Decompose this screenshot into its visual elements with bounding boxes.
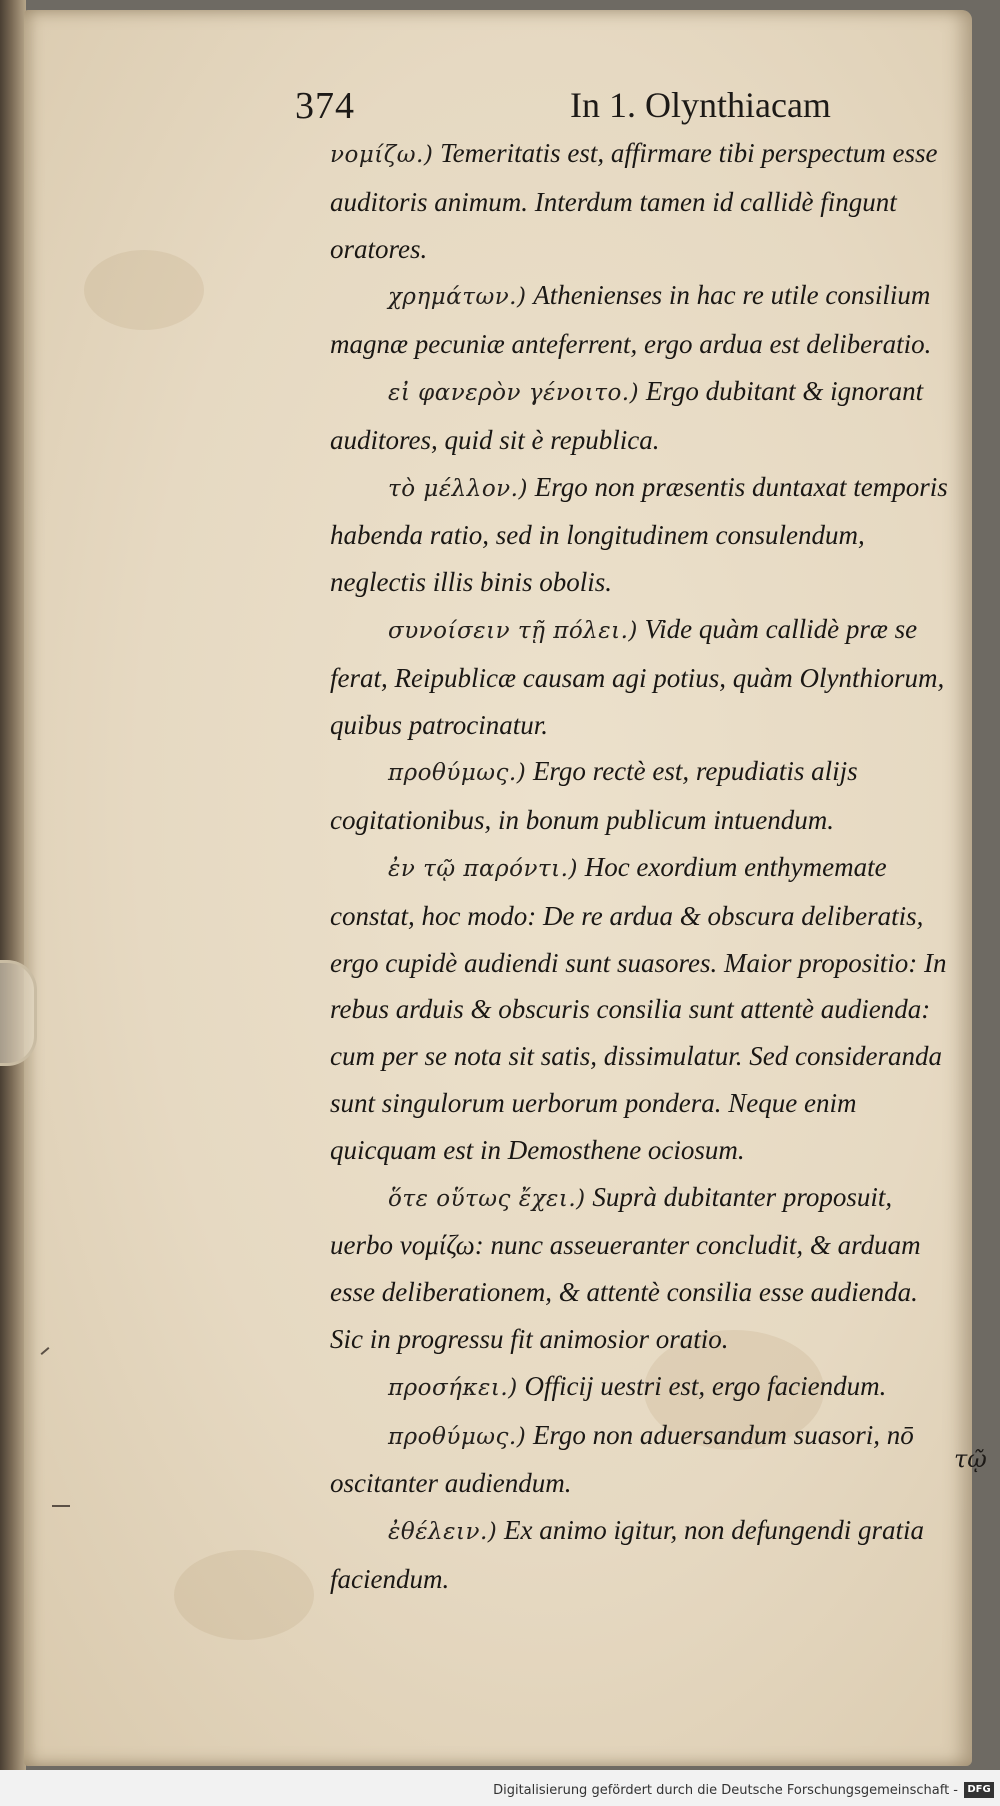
commentary-entry bbox=[330, 1507, 950, 1603]
commentary-entry bbox=[330, 748, 950, 844]
greek-lemma: ὅτε οὕτως ἔχει.) bbox=[388, 1185, 586, 1212]
dfg-logo: DFG bbox=[964, 1782, 994, 1798]
commentary-entry bbox=[330, 844, 950, 1174]
ink-mark bbox=[52, 1505, 70, 1507]
digitization-credit: Digitalisierung gefördert durch die Deutsche Forschungsgemeinschaft - bbox=[493, 1783, 958, 1798]
entry-text: Ergo non aduersandum suasori, nō oscitanter audiendum. bbox=[330, 1419, 914, 1499]
commentary-entry bbox=[330, 464, 950, 606]
commentary-entry bbox=[330, 1174, 950, 1363]
entry-text: Ex animo igitur, non defungendi gratia faciendum. bbox=[330, 1515, 924, 1594]
entry-text: Temeritatis est, affirmare tibi perspectum esse auditoris animum. Interdum tamen id callidè fingunt oratores. bbox=[330, 138, 938, 264]
footer-bar bbox=[0, 1770, 1000, 1806]
entry-text: Suprà dubitanter proposuit, uerbo νομίζω: nunc asseueranter concludit, & arduam esse deliberationem, & attentè consilia esse audienda. Sic in progressu fit animosior oratio. bbox=[330, 1181, 921, 1354]
greek-lemma: ἐν τῷ παρόντι.) bbox=[388, 855, 578, 882]
entry-text: Officij uestri est, ergo faciendum. bbox=[517, 1370, 887, 1401]
commentary-entry bbox=[330, 1412, 950, 1508]
commentary-entry bbox=[330, 272, 950, 368]
entry-text: Hoc exordium enthymemate constat, hoc modo: De re ardua & obscura deliberatis, ergo cupidè audiendi sunt suasores. Maior propositio: In rebus arduis & obscuris consilia sunt attentè audienda: cum per se nota sit satis, dissimulatur. Sed consideranda sunt singulorum uerborum pondera. Neque enim quicquam est in Demosthene ociosum. bbox=[330, 851, 947, 1165]
header-title: In 1. Olynthiacam bbox=[570, 85, 831, 125]
page-number: 374 bbox=[295, 85, 355, 127]
page-clip bbox=[0, 960, 37, 1066]
entry-text: Ergo dubitant & ignorant auditores, quid sit è republica. bbox=[330, 375, 924, 455]
entry-text: Ergo rectè est, repudiatis alijs cogitationibus, in bonum publicum intuendum. bbox=[330, 756, 858, 836]
commentary-entry bbox=[330, 130, 950, 272]
book-spine bbox=[0, 0, 26, 1806]
greek-lemma: προθύμως.) bbox=[388, 1423, 527, 1450]
entry-text: Athenienses in hac re utile consilium magnæ pecuniæ anteferrent, ergo ardua est deliberatio. bbox=[330, 280, 932, 360]
greek-lemma: προθύμως.) bbox=[388, 760, 527, 787]
commentary-entry bbox=[330, 1363, 950, 1412]
catchword: τῷ bbox=[954, 1445, 987, 1473]
greek-lemma: νομίζω.) bbox=[330, 142, 434, 168]
greek-lemma: χρημάτων.) bbox=[388, 284, 527, 311]
greek-lemma: ἐθέλειν.) bbox=[388, 1519, 498, 1546]
greek-lemma: εἰ φανερὸν γένοιτο.) bbox=[388, 379, 640, 406]
running-head bbox=[295, 84, 855, 128]
commentary-text bbox=[330, 130, 950, 1603]
commentary-entry bbox=[330, 368, 950, 464]
entry-text: Ergo non præsentis duntaxat temporis habenda ratio, sed in longitudinem consulendum, neglectis illis binis obolis. bbox=[330, 471, 948, 598]
greek-lemma: προσήκει.) bbox=[388, 1374, 518, 1401]
greek-lemma: συνοίσειν τῇ πόλει.) bbox=[388, 617, 638, 644]
commentary-entry bbox=[330, 606, 950, 748]
greek-lemma: τὸ μέλλον.) bbox=[388, 475, 528, 502]
entry-text: Vide quàm callidè præ se ferat, Reipublicæ causam agi potius, quàm Olynthiorum, quibus patrocinatur. bbox=[330, 613, 945, 740]
